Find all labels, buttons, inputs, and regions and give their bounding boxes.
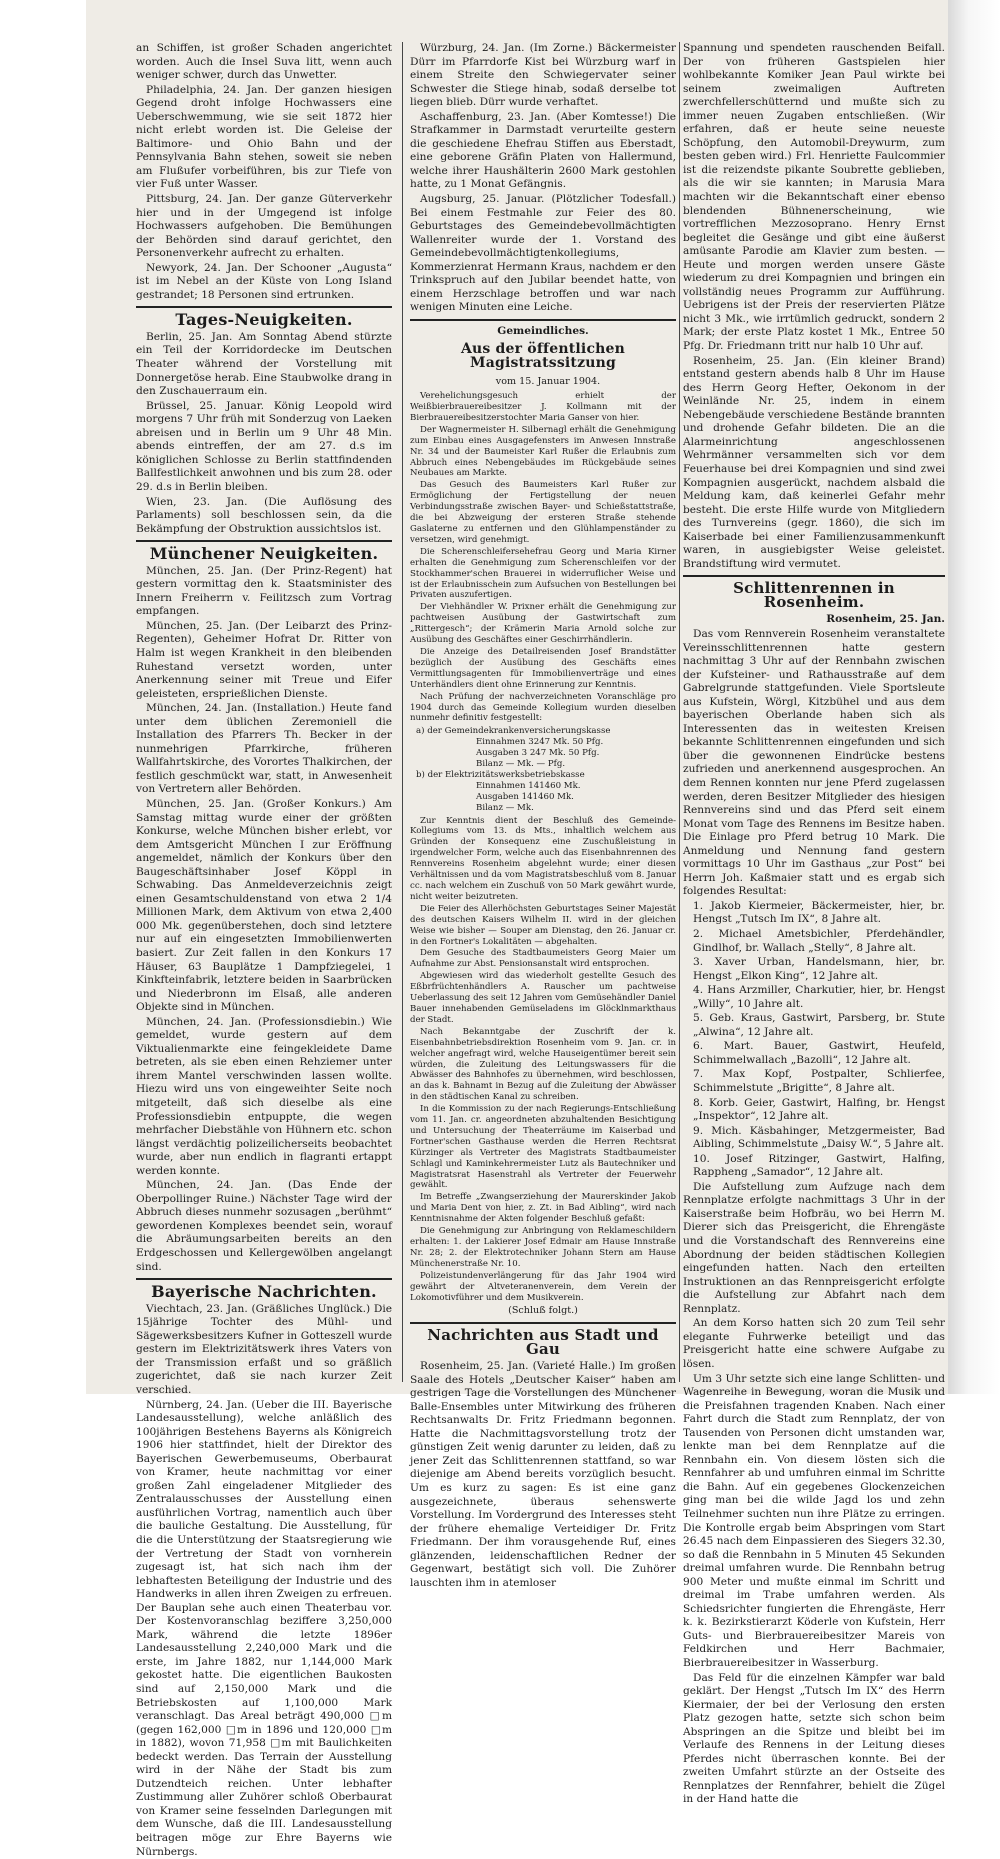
article-newyork: Newyork, 24. Jan. Der Schooner „Augusta“ ist im Nebel an der Küste von Long Island gestrandet; 18 Personen sind ertrunken. bbox=[136, 262, 392, 303]
magistrat-paragraph: Nach Prüfung der nachverzeichneten Voranschläge pro 1904 durch das Gemeinde Kollegium wurden dieselben nunmehr definitiv festgestellt: bbox=[410, 692, 676, 725]
article-schlittenrennen-1: Das vom Rennverein Rosenheim veranstaltete Vereinsschlittenrennen hatte gestern nachmittag 3 Uhr auf der Rennbahn zwischen der Kufsteiner- und Rathausstraße auf dem Gabrelgrunde stattgefunden. Viele Sportsleute aus Kufstein, Wörgl, Kitzbühel und aus dem bayerischen Oberlande haben sich als Interessenten das in weitesten Kreisen bekannte Schlittenrennen eingefunden und sich über die gewonnenen Eindrücke bestens zufrieden und anerkennend ausgesprochen. An dem Rennen konnten nur jene Pferd zugelassen werden, deren Besitzer Mitglieder des hiesigen Rennvereins sind und das Pferd seit einem Monat vom Tage des Rennens im Besitze haben. Die Einlage pro Pferd betrug 10 Mark. Die Anmeldung und Nennung fand gestern vormittags 10 Uhr im Gasthaus „zur Post“ bei Herrn Joh. Kaßmaier statt und es ergab sich folgendes Resultat: bbox=[683, 628, 945, 899]
heading-schlittenrennen: Schlittenrennen in Rosenheim. bbox=[683, 582, 945, 609]
column-rule-1 bbox=[402, 42, 403, 1382]
article-philadelphia: Philadelphia, 24. Jan. Der ganzen hiesigen Gegend droht infolge Hochwassers eine Ueberschwemmung, wie sie seit 1872 hier nicht erlebt worden ist. Die Geleise der Baltimore- und Ohio Bahn und der Pennsylvania Bahn stehen, soweit sie neben am Flußufer vorbeiführen, bis zur Tiefe von vier Fuß unter Wasser. bbox=[136, 84, 392, 192]
section-divider bbox=[136, 306, 392, 308]
heading-tages-neuigkeiten: Tages-Neuigkeiten. bbox=[136, 313, 392, 327]
magistrat-paragraph: Der Viehhändler W. Prixner erhält die Genehmigung zur pachtweisen Ausübung der Gastwirtschaft zum „Rittergesch“; der Krämerin Maria Arnold solche zur Ausübung des Geschäftes einer Geschirrhändlerin. bbox=[410, 602, 676, 646]
column-right bbox=[683, 42, 945, 1382]
budget-label-b: b) der Elektrizitätswerksbetriebskasse bbox=[416, 770, 676, 781]
magistrat-paragraph: Die Anzeige des Detailreisenden Josef Brandstätter bezüglich der Ausübung des Geschäfts eines Vermittlungsagenten für Immobilienverträge und eines Unterhändlers dient ohne Erinnerung zur Kenntnis. bbox=[410, 647, 676, 691]
column-left bbox=[136, 42, 392, 1382]
article-variete-continued: Spannung und spendeten rauschenden Beifall. Der von früheren Gastspielen hier wohlbekannte Komiker Jean Paul wirkte bei seinem zweimaligen Auftreten zwerchfellerschütternd und mußte sich zu immer neuen Zugaben entschließen. (Wir erfahren, daß er heute seine neueste Schöpfung, den Automobil-Dreywurm, zum besten geben wird.) Frl. Henriette Faulcommier ist die reizendste pikante Soubrette geblieben, als die wir sie kannten; in Marusia Mara machten wir die Bekanntschaft einer ebenso blendenden Bühnenerscheinung, wie vortrefflichen Mezzosoprano. Henry Ernst begleitet die Gesänge und gibt eine äußerst amüsante Parodie am Klavier zum besten. — Heute und morgen werden unsere Gäste wiederum zu drei Kompagnien und bringen ein vollständig neues Programm zur Aufführung. Uebrigens ist der Preis der reservierten Plätze nicht 3 Mk., wie irrtümlich gedruckt, sondern 2 Mark; der erste Platz kostet 1 Mk., Entree 50 Pfg. Dr. Friedmann tritt nur halb 10 Uhr auf. bbox=[683, 42, 945, 354]
section-divider bbox=[410, 1322, 676, 1324]
article-muenchen-5: München, 24. Jan. (Professionsdiebin.) Wie gemeldet, wurde gestern auf dem Viktualienmarkte eine feingekleidete Dame betreten, als sie eben einen Rehziemer unter ihrem Mantel verschwinden lassen wollte. Hiezu wird uns von eingeweihter Seite noch mitgeteilt, daß sich dieselbe als eine Professionsdiebin entpuppte, die wegen mehrfacher Diebstähle von Hühnern etc. schon längst verdächtig polizeilicherseits beobachtet wurde, aber nun endlich in flagranti ertappt werden konnte. bbox=[136, 1016, 392, 1179]
list-item: 8. Korb. Geier, Gastwirt, Halfing, br. Hengst „Inspektor“, 12 Jahre alt. bbox=[683, 1097, 945, 1124]
article-nuernberg: Nürnberg, 24. Jan. (Ueber die III. Bayerische Landesausstellung), welche anläßlich des 100jährigen Bestehens Bayerns als Königreich 1906 hier stattfindet, hielt der Direktor des Bayerischen Gewerbemuseums, Oberbaurat von Kramer, heute nachmittag vor einer großen Zahl eingeladener Mitglieder des Zentralausschusses der Ausstellung einen ausführlichen Vortrag, namentlich auch über die bauliche Gestaltung. Die Ausstellung, für die die Unterstützung der Staatsregierung wie der Vertretung der Stadt von vornherein zugesagt ist, hat sich nach ihm der lebhaftesten Beteiligung der Industrie und des Handwerks in allen ihren Zweigen zu erfreuen. Der Bauplan sehe auch einen Theaterbau vor. Der Kostenvoranschlag beziffere 3,250,000 Mark, während die letzte 1896er Landesausstellung 2,240,000 Mark und die erste, im Jahre 1882, nur 1,144,000 Mark gekostet hatte. Die eigentlichen Baukosten sind auf 2,150,000 Mark und die Betriebskosten auf 1,100,000 Mark veranschlagt. Das Areal beträgt 490,000 □m (gegen 162,000 □m in 1896 und 120,000 □m in 1882), wovon 71,958 □m mit Baulichkeiten bedeckt werden. Das Terrain der Ausstellung wird in der Nähe der Stadt bis zum Dutzendteich reichen. Unter lebhafter Zustimmung aller Zuhörer schloß Oberbaurat von Kramer seine fesselnden Darlegungen mit dem Wunsche, daß die III. Landesausstellung beitragen möge zur Ehre Bayerns wie Nürnbergs. bbox=[136, 1399, 392, 1859]
article-muenchen-1: München, 25. Jan. (Der Prinz-Regent) hat gestern vormittag den k. Staatsminister des Innern Freiherrn v. Feilitzsch zum Vortrag empfangen. bbox=[136, 565, 392, 619]
list-item: 10. Josef Ritzinger, Gastwirt, Halfing, Rappheng „Samador“, 12 Jahre alt. bbox=[683, 1153, 945, 1180]
magistrat-paragraph: Dem Gesuche des Stadtbaumeisters Georg Maier um Aufnahme zur Abst. Pensionsanstalt wird entsprochen. bbox=[410, 948, 676, 970]
heading-subline: vom 15. Januar 1904. bbox=[410, 375, 676, 389]
article-augsburg: Augsburg, 25. Januar. (Plötzlicher Todesfall.) Bei einem Festmahle zur Feier des 80. Geburtstages des Gemeindebevollmächtigten Wallenreiter wurde der 1. Vorstand des Gemeindebevollmächtigtenkollegiums, Kommerzienrat Hermann Kraus, nachdem er den Trinkspruch auf den Jubilar beendet hatte, von einem Herzschlage betroffen und war nach wenigen Minuten eine Leiche. bbox=[410, 193, 676, 315]
article-lead: an Schiffen, ist großer Schaden angerichtet worden. Auch die Insel Suva litt, wenn auch weniger schwer, durch das Unwetter. bbox=[136, 42, 392, 83]
heading-stadt-und-gau: Nachrichten aus Stadt und Gau bbox=[410, 1329, 676, 1356]
magistrat-paragraph: Polizeistundenverlängerung für das Jahr 1904 wird gewährt der Altveteranenverein, dem Verein der Lokomotivführer und dem Musikverein. bbox=[410, 1271, 676, 1304]
column-rule-2 bbox=[679, 42, 680, 1382]
article-rosenheim-variete: Rosenheim, 25. Jan. (Varieté Halle.) Im großen Saale des Hotels „Deutscher Kaiser“ haben am gestrigen Tage die Vorstellungen des Münchener Balle-Ensembles unter Mitwirkung des früheren Rechtsanwalts Dr. Fritz Friedmann begonnen. Hatte die Nachmittagsvorstellung trotz der günstigen Zeit wenig darunter zu leiden, daß zu jener Zeit das Schlittenrennen stattfand, so war diejenige am Abend bereits vorzüglich besucht. Um es kurz zu sagen: Es ist eine ganz ausgezeichnete, überaus sehenswerte Vorstellung. Im Vordergrund des Interesses steht der frühere ehemalige Verteidiger Dr. Fritz Friedmann. Der ihm vorausgehende Ruf, eines glänzenden, leidenschaftlichen Redner der Gegenwart, bestätigt sich voll. Die Zuhörer lauschten ihm in atemloser bbox=[410, 1360, 676, 1590]
list-item: 7. Max Kopf, Postpalter, Schlierfee, Schimmelstute „Brigitte“, 8 Jahre alt. bbox=[683, 1068, 945, 1095]
section-divider bbox=[410, 319, 676, 321]
list-item: 5. Geb. Kraus, Gastwirt, Parsberg, br. Stute „Alwina“, 12 Jahre alt. bbox=[683, 1012, 945, 1039]
article-schlittenrennen-5: Das Feld für die einzelnen Kämpfer war bald geklärt. Der Hengst „Tutsch Im IX“ des Herrn Kiermaier, der bei der Verlosung den ersten Platz gezogen hatte, setzte sich schon beim Abspringen an die Spitze und bleibt bei im Verlaufe des Rennens in der Leitung dieses Pferdes nicht überraschen konnte. Bei der zweiten Umfahrt stürzte an der Ostseite des Rennplatzes der Rennfahrer, behielt die Zügel in der Hand hatte die bbox=[683, 1672, 945, 1807]
article-berlin: Berlin, 25. Jan. Am Sonntag Abend stürzte ein Teil der Korridordecke im Deutschen Theater während der Vorstellung mit Donnergetöse herab. Eine Staubwolke drang in den Zuschauerraum ein. bbox=[136, 331, 392, 399]
section-divider bbox=[136, 1278, 392, 1280]
magistrat-paragraph: Das Gesuch des Baumeisters Karl Rußer zur Ermöglichung der Fertigstellung der neuen Verbindungsstraße zwischen Bayer- und Schießstattstraße, die bei Abzweigung der ersteren Straße stehende Gaslaterne zu entfernen und den Glühlampenständer zu versetzen, wird genehmigt. bbox=[410, 480, 676, 545]
list-item: 6. Mart. Bauer, Gastwirt, Heufeld, Schimmelwallach „Bazolli“, 12 Jahre alt. bbox=[683, 1040, 945, 1067]
budget-row: Ausgaben 141460 Mk. bbox=[476, 792, 676, 803]
budget-label-a: a) der Gemeindekrankenversicherungskasse bbox=[416, 726, 676, 737]
magistrat-paragraph: Die Genehmigung zur Anbringung von Reklameschildern erhalten: 1. der Lakierer Josef Edmair am Hause Innstraße Nr. 28; 2. der Elektrotechniker Johann Stern am Hause Münchenerstraße Nr. 10. bbox=[410, 1226, 676, 1270]
list-item: 2. Michael Ametsbichler, Pferdehändler, Gindlhof, br. Wallach „Stelly“, 8 Jahre alt. bbox=[683, 928, 945, 955]
article-aschaffenburg: Aschaffenburg, 23. Jan. (Aber Komtesse!) Die Strafkammer in Darmstadt verurteilte gestern die geschiedene Ehefrau Stiffen aus Eberstadt, eine geborene Gräfin Platen von Hallermund, welche ihrer Haushälterin 2600 Mark gestohlen hatte, zu 1 Monat Gefängnis. bbox=[410, 111, 676, 192]
magistrat-paragraph: Die Scherenschleifersehefrau Georg und Maria Kirner erhalten die Genehmigung zum Scherenschleifen vor der Stockhammer'schen Brauerei in widerruflicher Weise und ist der Erlaubnisschein zum Aufsuchen von Bestellungen bei Privaten auszufertigen. bbox=[410, 547, 676, 602]
budget-row: Ausgaben 3 247 Mk. 50 Pfg. bbox=[476, 748, 676, 759]
heading-bayerische-nachrichten: Bayerische Nachrichten. bbox=[136, 1285, 392, 1299]
section-divider bbox=[683, 575, 945, 577]
budget-row: Einnahmen 141460 Mk. bbox=[476, 781, 676, 792]
article-schlittenrennen-4: Um 3 Uhr setzte sich eine lange Schlitten- und Wagenreihe in Bewegung, woran die Musik und die Preisfahnen tragenden Knaben. Nach einer Fahrt durch die Stadt zum Rennplatz, der von Tausenden von Personen dicht umstanden war, lenkte man bei dem Rennplatze auf die Rennbahn ein. Von diesem lösten sich die Rennfahrer ab und umfuhren einmal im Schritte die Bahn. Auf ein gegebenes Glockenzeichen ging man bei die wilde Jagd los und zehn Teilnehmer suchten nun ihre Plätze zu erringen. Die Kontrolle ergab beim Abspringen vom Start 26.45 nach dem Einpassieren des Siegers 32.30, so daß die Rennbahn in 5 Minuten 45 Sekunden dreimal umfahren wurde. Die Rennbahn betrug 900 Meter und mußte einmal im Schritt und dreimal im Trabe umfahren werden. Als Schiedsrichter fungierten die Ehrengäste, Herr k. k. Bezirkstierarzt Köderle von Kufstein, Herr Guts- und Bierbrauereibesitzer Mareis von Feldkirchen und Herr Bachmaier, Bierbrauereibesitzer in Wasserburg. bbox=[683, 1373, 945, 1671]
budget-row: Bilanz — Mk. bbox=[476, 803, 676, 814]
article-muenchen-2: München, 25. Jan. (Der Leibarzt des Prinz-Regenten), Geheimer Hofrat Dr. Ritter von Halm ist wegen Krankheit in den bleibenden Ruhestand versetzt worden, unter Anerkennung seiner mit Treue und Eifer geleisteten, ersprießlichen Dienste. bbox=[136, 620, 392, 701]
heading-muenchener-neuigkeiten: Münchener Neuigkeiten. bbox=[136, 547, 392, 561]
magistrat-paragraph: Nach Bekanntgabe der Zuschrift der k. Eisenbahnbetriebsdirektion Rosenheim vom 9. Jan. cr. in welcher angefragt wird, welche Hauseigentümer bereit sein würden, die Zuleitung des Leitungswassers für die Abwässer des Bahnhofes zu übernehmen, wird beschlossen, an das k. Bahnamt in Bezug auf die Zuleitung der Abwässer in den städtischen Kanal zu schreiben. bbox=[410, 1027, 676, 1103]
magistrat-paragraph: Die Feier des Allerhöchsten Geburtstages Seiner Majestät des deutschen Kaisers Wilhelm II. wird in der gleichen Weise wie bisher — Souper am Dienstag, den 26. Januar cr. in den Fortner's Lokalitäten — abgehalten. bbox=[410, 904, 676, 948]
heading-magistratssitzung: Aus der öffentlichen Magistratssitzung bbox=[410, 343, 676, 370]
page-edge-shadow bbox=[948, 0, 1000, 1394]
list-item: 1. Jakob Kiermeier, Bäckermeister, hier, br. Hengst „Tutsch Im IX“, 8 Jahre alt. bbox=[683, 900, 945, 927]
section-divider bbox=[136, 540, 392, 542]
dateline: Rosenheim, 25. Jan. bbox=[683, 613, 945, 627]
magistrat-paragraph: In die Kommission zu der nach Regierungs-Entschließung vom 11. Jan. cr. angeordneten abzuhaltenden Besichtigung und Untersuchung der Theaterräume im Kaiserbad und Fortner'schen Gasthause werden die Herren Rechtsrat Kürzinger als Vertreter des Magistrats Stadtbaumeister Schlagl und Kaminkehrermeister Lutz als Bautechniker und Magistratsrat Hasenstrahl als Vertreter der Feuerwehr gewählt. bbox=[410, 1104, 676, 1191]
article-bruessel: Brüssel, 25. Januar. König Leopold wird morgens 7 Uhr früh mit Sonderzug von Laeken abreisen und in Berlin um 9 Uhr 48 Min. abends eintreffen, der am 27. d.s im königlichen Schlosse zu Berlin stattfindenden Ballfestlichkeit anwohnen und bis zum 28. oder 29. d.s in Berlin bleiben. bbox=[136, 400, 392, 495]
magistrat-paragraph: Im Betreffe „Zwangserziehung der Maurerskinder Jakob und Maria Dent von hier, z. Zt. in Bad Aibling“, wird nach Kenntnisnahme der Akten folgender Beschluß gefaßt: bbox=[410, 1192, 676, 1225]
magistrat-paragraph: Zur Kenntnis dient der Beschluß des Gemeinde-Kollegiums vom 13. ds Mts., inhaltlich welchem aus Gründen der Konsequenz eine Zuschußleistung in irgendwelcher Form, welche auch das Eisenbahnrennen des Rennvereins Rosenheim abgelehnt wurde; einer diesen Verhältnissen und da vom Magistratsbeschluß vom 8. Januar cc. nach welchem ein Zuschuß von 50 Mark gewährt wurde, nicht weiter beizutreten. bbox=[410, 816, 676, 903]
kicker-gemeindliches: Gemeindliches. bbox=[410, 325, 676, 339]
column-middle bbox=[410, 42, 676, 1382]
article-pittsburg: Pittsburg, 24. Jan. Der ganze Güterverkehr hier und in der Umgegend ist infolge Hochwassers aufgehoben. Die Bemühungen der Behörden sind darauf gerichtet, den Personenverkehr aufrecht zu erhalten. bbox=[136, 193, 392, 261]
list-item: 4. Hans Arzmiller, Charkutier, hier, br. Hengst „Willy“, 10 Jahre alt. bbox=[683, 984, 945, 1011]
article-wien: Wien, 23. Jan. (Die Auflösung des Parlaments) soll beschlossen sein, da die Bekämpfung der Obstruktion aussichtslos ist. bbox=[136, 496, 392, 537]
continued-note: (Schluß folgt.) bbox=[410, 1304, 676, 1318]
article-schlittenrennen-3: An dem Korso hatten sich 20 zum Teil sehr elegante Fuhrwerke beteiligt und das Preisgericht hatte eine schwere Aufgabe zu lösen. bbox=[683, 1317, 945, 1371]
article-schlittenrennen-2: Die Aufstellung zum Aufzuge nach dem Rennplatze erfolgte nachmittags 3 Uhr in der Kaiserstraße beim Hofbräu, wo bei Herrn M. Dierer sich das Preisgericht, die Ehrengäste und die Vorstandschaft des Rennvereins eine Abordnung der beiden städtischen Kollegien eingefunden hatten. Nach den erteilten Instruktionen an das Rennpreisgericht erfolgte die Aufstellung zur Abfahrt nach dem Rennplatz. bbox=[683, 1181, 945, 1316]
magistrat-paragraph: Verehelichungsgesuch erhielt der Weißbierbrauereibesitzer J. Kollmann mit der Bierbrauereibesitzerstochter Maria Ganser von hier. bbox=[410, 391, 676, 424]
article-muenchen-6: München, 24. Jan. (Das Ende der Oberpollinger Ruine.) Nächster Tage wird der Abbruch dieses nunmehr sozusagen „berühmt“ gewordenen Komplexes beendet sein, worauf die Abräumungsarbeiten bereits an den Erdgeschossen und Kellergewölben angelangt sind. bbox=[136, 1179, 392, 1274]
list-item: 3. Xaver Urban, Handelsmann, hier, br. Hengst „Elkon King“, 12 Jahre alt. bbox=[683, 956, 945, 983]
budget-row: Bilanz — Mk. — Pfg. bbox=[476, 759, 676, 770]
results-list bbox=[683, 900, 945, 1180]
article-viechtach: Viechtach, 23. Jan. (Gräßliches Unglück.) Die 15jährige Tochter des Mühl- und Sägewerksbesitzers Kufner in Gotteszell wurde gestern im Elektrizitätswerk ihres Vaters von der Transmission erfaßt und so gräßlich zugerichtet, daß sie nach kurzer Zeit verschied. bbox=[136, 1303, 392, 1398]
article-muenchen-4: München, 25. Jan. (Großer Konkurs.) Am Samstag mittag wurde einer der größten Konkurse, welche München bisher erlebt, vor dem Amtsgericht München I zur Eröffnung angemeldet, nämlich der Konkurs über den Baugeschäftsinhaber Josef Köppl in Schwabing. Das Anmeldeverzeichnis zeigt einen Gesamtschuldenstand von etwa 2 1/4 Millionen Mark, dem Aktivum von etwa 2,400 000 Mk. gegenüberstehen, doch sind letztere nur auf ein eingesetzten Immobilienwerten basiert. Zur Zeit fallen in den Konkurs 17 Häuser, 63 Bauplätze 1 Dampfziegelei, 1 Kinkfteinfabrik, letztere beiden in Saarbrücken und Niederbronn im Elsaß, alle anderen Objekte sind in München. bbox=[136, 798, 392, 1015]
article-wuerzburg: Würzburg, 24. Jan. (Im Zorne.) Bäckermeister Dürr im Pfarrdorfe Kist bei Würzburg warf in einem Streite den Schwiegervater seiner Schwester die Stiege hinab, sodaß derselbe tot liegen blieb. Dürr wurde verhaftet. bbox=[410, 42, 676, 110]
budget-row: Einnahmen 3247 Mk. 50 Pfg. bbox=[476, 737, 676, 748]
magistrat-paragraph: Der Wagnermeister H. Silbernagl erhält die Genehmigung zum Einbau eines Ausgagefensters im Anwesen Innstraße Nr. 34 und der Baumeister Karl Rußer die Erlaubnis zum Abbruch eines Nebengebäudes im Rückgebäude seines Neubaues am Markte. bbox=[410, 425, 676, 480]
magistrat-paragraph: Abgewiesen wird das wiederholt gestellte Gesuch des Eßbrfrüchtenhändlers A. Rauscher um pachtweise Ueberlassung des seit 12 Jahren vom Gemüsehändler Daniel Bauer innehabenden Gemüseladens im Glöcklnmarkthaus der Stadt. bbox=[410, 971, 676, 1026]
list-item: 9. Mich. Käsbahinger, Metzgermeister, Bad Aibling, Schimmelstute „Daisy W.“, 5 Jahre alt. bbox=[683, 1125, 945, 1152]
article-rosenheim-brand: Rosenheim, 25. Jan. (Ein kleiner Brand) entstand gestern abends halb 8 Uhr im Hause des Herrn Georg Hefter, Oekonom in der Weinlände Nr. 25, indem in einem Nebengebäude verschiedene Bestände brannten und drohende Gefahr bildeten. Die an die Alarmeinrichtung angeschlossenen Wehrmänner versammelten sich vor dem Feuerhause bei drei Kompagnien und sind zwei Kompagnien ausgerückt, nachdem alsbald die Meldung kam, daß keinerlei Gefahr mehr besteht. Die erste Hilfe wurde von Mitgliedern des Turnvereins (gegr. 1860), die sich im Kaiserbade bei einer Familienzusammenkunft waren, in ausgiebigster Weise geleistet. Brandstiftung wird vermutet. bbox=[683, 355, 945, 572]
magistrat-body bbox=[410, 391, 676, 1303]
budget-table bbox=[416, 726, 676, 813]
article-muenchen-3: München, 24. Jan. (Installation.) Heute fand unter dem üblichen Zeremoniell die Installation des Pfarrers Th. Becker in der nunmehrigen Pfarrkirche, früheren Wallfahrtskirche, des Vorortes Thalkirchen, der festlich geschmückt war, statt, in Anwesenheit von Vertretern aller Behörden. bbox=[136, 702, 392, 797]
